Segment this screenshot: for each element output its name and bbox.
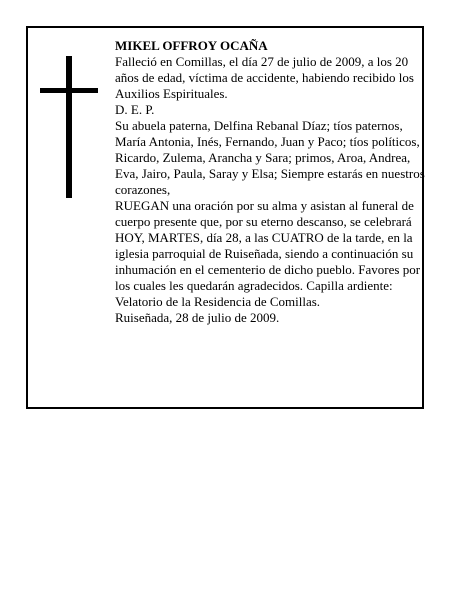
- family-list: Su abuela paterna, Delfina Rebanal Díaz; tíos paternos, María Antonia, Inés, Fernando, Juan y Paco; tíos políticos, Ricardo, Zulema, Arancha y Sara; primos, Aroa, Andrea, Eva, Jairo, Paula, Saray y Elsa; Siempre estarás en nuestros corazones,: [115, 118, 425, 197]
- death-notice: Falleció en Comillas, el día 27 de julio de 2009, a los 20 años de edad, víctima de accidente, habiendo recibido los Auxilios Espirituales.: [115, 54, 414, 101]
- deceased-name: MIKEL OFFROY OCAÑA: [115, 38, 268, 53]
- place-date: Ruiseñada, 28 de julio de 2009.: [115, 310, 280, 325]
- cross-icon: [40, 56, 98, 198]
- funeral-request: RUEGAN una oración por su alma y asistan al funeral de cuerpo presente que, por su eterno descanso, se celebrará HOY, MARTES, día 28, a las CUATRO de la tarde, en la iglesia parroquial de Ruiseñada, siendo a continuación su inhumación en el cementerio de dicho pueblo. Favores por los cuales les quedarán agradecidos. Capilla ardiente: Velatorio de la Residencia de Comillas.: [115, 198, 421, 309]
- rip-line: D. E. P.: [115, 102, 155, 117]
- obituary-notice: [26, 26, 424, 409]
- cross-horizontal-bar: [40, 88, 98, 93]
- cross-vertical-bar: [66, 56, 72, 198]
- notice-body: [115, 38, 425, 326]
